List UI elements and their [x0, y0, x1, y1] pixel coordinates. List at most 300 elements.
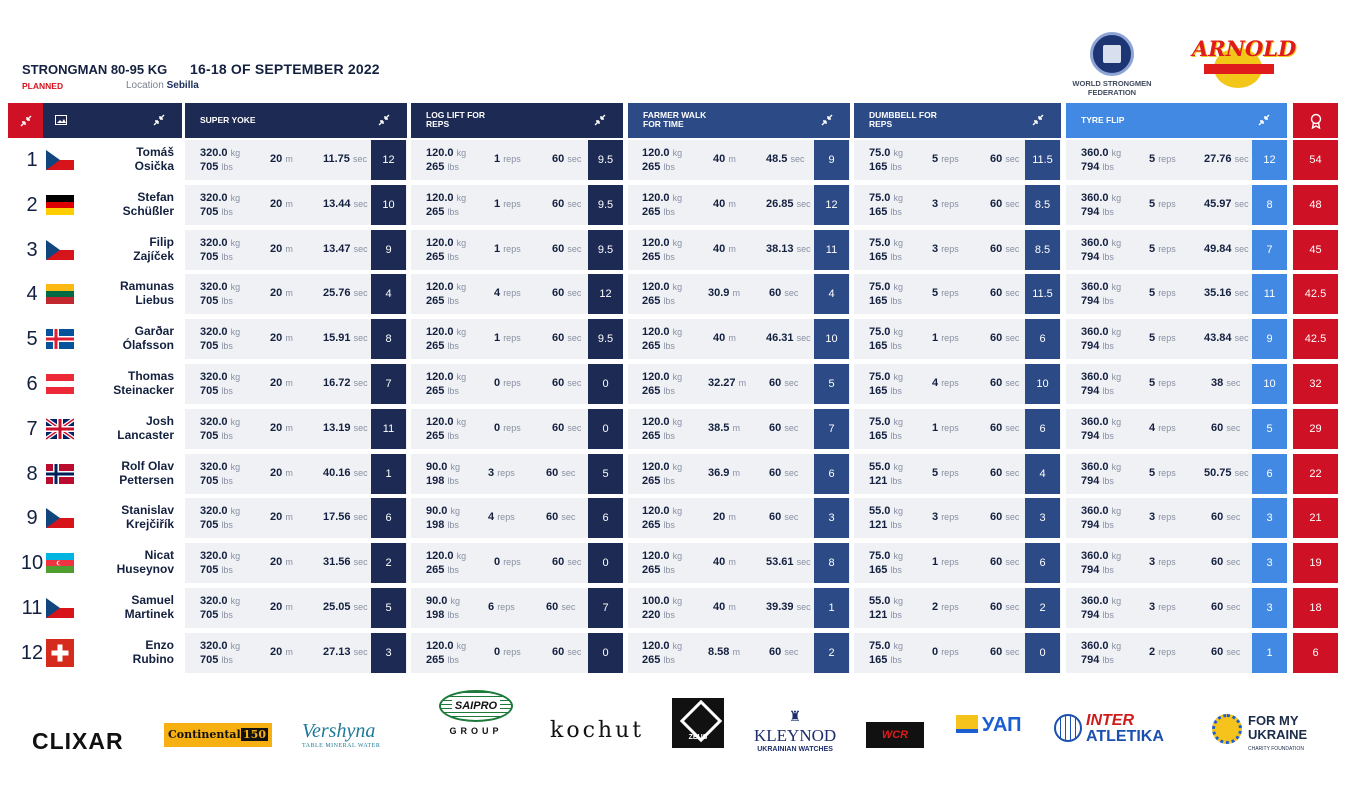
- total-points: 45: [1293, 230, 1338, 270]
- time: 53.61 sec: [766, 556, 811, 569]
- time: 40.16 sec: [323, 466, 368, 479]
- result-log-lift: 120.0 kg 265 lbs 1 reps 60 sec 9.5: [411, 319, 623, 359]
- total-points: 48: [1293, 185, 1338, 225]
- distance: 40 m: [713, 197, 736, 210]
- total-points: 54: [1293, 140, 1338, 180]
- result-dumbbell: 75.0 kg 165 lbs 3 reps 60 sec 8.5: [854, 230, 1061, 270]
- result-super-yoke: [185, 588, 407, 628]
- country-flag-icon: [46, 460, 74, 488]
- image-icon: [55, 115, 67, 125]
- athlete-name[interactable]: Tomáš Osička: [134, 145, 174, 173]
- event-points: 3: [1252, 588, 1287, 628]
- event-points: 1: [814, 588, 849, 628]
- reps: 4 reps: [1149, 421, 1176, 434]
- time: 48.5 sec: [766, 153, 805, 165]
- result-dumbbell: 75.0 kg 165 lbs 1 reps 60 sec 6: [854, 543, 1061, 583]
- total-points: 42.5: [1293, 319, 1338, 359]
- reps: 5 reps: [1149, 287, 1176, 300]
- distance: 30.9 m: [708, 287, 740, 300]
- time: 60 sec: [552, 287, 582, 300]
- result-tyre-flip: 360.0 kg 794 lbs 5 reps 27.76 sec 12: [1066, 140, 1287, 180]
- event-points: 10: [1025, 364, 1060, 404]
- distance: 20 m: [270, 511, 293, 524]
- athlete-name[interactable]: Stefan Schüßler: [122, 189, 174, 218]
- athlete-name[interactable]: Rolf Olav Pettersen: [119, 458, 174, 487]
- reps: 5 reps: [1149, 153, 1176, 165]
- event-points: 6: [588, 498, 623, 538]
- time: 60 sec: [990, 153, 1020, 165]
- event-points: 11.5: [1025, 140, 1060, 180]
- event-points: 4: [814, 274, 849, 314]
- result-dumbbell: 75.0 kg 165 lbs 1 reps 60 sec 6: [854, 409, 1061, 449]
- location: Location Sebilla: [126, 80, 199, 91]
- reps: 3 reps: [1149, 511, 1176, 524]
- time: 60 sec: [990, 421, 1020, 434]
- event-points: 6: [1252, 454, 1287, 494]
- athlete-cell: [8, 633, 182, 673]
- reps: 4 reps: [494, 287, 521, 300]
- time: 60 sec: [546, 466, 576, 479]
- athlete-name[interactable]: Filip Zajíček: [133, 234, 174, 263]
- time: 60 sec: [552, 645, 582, 658]
- distance: 20 m: [270, 287, 293, 300]
- reps: 6 reps: [488, 601, 515, 613]
- athlete-cell: [8, 185, 182, 225]
- event-points: 12: [814, 185, 849, 225]
- result-super-yoke: [185, 274, 407, 314]
- rank: 5: [26, 328, 38, 351]
- result-tyre-flip: 360.0 kg 794 lbs 5 reps 49.84 sec 7: [1066, 230, 1287, 270]
- reps: 5 reps: [932, 153, 959, 165]
- reps: 2 reps: [1149, 645, 1176, 658]
- reps: 0 reps: [932, 645, 959, 658]
- athlete-name[interactable]: Josh Lancaster: [117, 413, 174, 442]
- weight: 320.0 kg 705 lbs: [200, 236, 241, 263]
- medal-icon: [1309, 113, 1323, 129]
- result-dumbbell: 75.0 kg 165 lbs 5 reps 60 sec 11.5: [854, 274, 1061, 314]
- reps: 3 reps: [1149, 556, 1176, 569]
- table-row[interactable]: [8, 140, 1338, 180]
- time: 60 sec: [552, 421, 582, 434]
- rank: 8: [26, 462, 38, 485]
- result-log-lift: 120.0 kg 265 lbs 1 reps 60 sec 9.5: [411, 230, 623, 270]
- reps: 3 reps: [932, 511, 959, 524]
- time: 39.39 sec: [766, 601, 811, 613]
- event-points: 8: [814, 543, 849, 583]
- rank: 10: [20, 552, 44, 575]
- sponsor-vershyna[interactable]: Vershyna TABLE MINERAL WATER: [302, 720, 381, 749]
- distance: 40 m: [713, 153, 736, 165]
- event-points: 9.5: [588, 230, 623, 270]
- total-column-header[interactable]: [1293, 103, 1338, 138]
- distance: 20 m: [270, 556, 293, 569]
- reps: 4 reps: [488, 511, 515, 524]
- athlete-cell: [8, 274, 182, 314]
- time: 60 sec: [546, 511, 576, 524]
- table-row[interactable]: [8, 274, 1338, 314]
- event-header-farmer-walk[interactable]: [628, 103, 850, 138]
- event-points: 8.5: [1025, 230, 1060, 270]
- reps: 5 reps: [1149, 377, 1176, 389]
- sun-icon: [1212, 714, 1242, 744]
- event-points: 8: [371, 319, 406, 359]
- reps: 5 reps: [1149, 466, 1176, 479]
- event-points: 3: [1025, 498, 1060, 538]
- result-tyre-flip: 360.0 kg 794 lbs 3 reps 60 sec 3: [1066, 498, 1287, 538]
- rank: 4: [26, 283, 38, 306]
- shrink-icon: [1031, 113, 1045, 127]
- time: 27.13 sec: [323, 645, 368, 658]
- event-points: 6: [371, 498, 406, 538]
- result-super-yoke: [185, 543, 407, 583]
- country-flag-icon: [46, 191, 74, 219]
- uap-icon: [956, 715, 978, 733]
- weight: 320.0 kg 705 lbs: [200, 191, 241, 218]
- result-log-lift: 120.0 kg 265 lbs 0 reps 60 sec 0: [411, 409, 623, 449]
- time: 50.75 sec: [1204, 466, 1249, 479]
- weight: 320.0 kg 705 lbs: [200, 550, 241, 577]
- weight: 320.0 kg 705 lbs: [200, 460, 241, 487]
- event-points: 5: [1252, 409, 1287, 449]
- time: 25.76 sec: [323, 287, 368, 300]
- weight: 320.0 kg 705 lbs: [200, 415, 241, 442]
- country-flag-icon: [46, 280, 74, 308]
- country-flag-icon: [46, 325, 74, 353]
- time: 15.91 sec: [323, 332, 368, 345]
- time: 60 sec: [769, 511, 799, 524]
- event-title: TYRE FLIP: [1081, 115, 1125, 125]
- event-points: 1: [1252, 633, 1287, 673]
- sponsor-zeus[interactable]: ZEUS: [672, 698, 724, 748]
- total-points: 18: [1293, 588, 1338, 628]
- shrink-icon: [377, 113, 391, 127]
- event-points: 4: [371, 274, 406, 314]
- result-super-yoke: [185, 498, 407, 538]
- sponsor-continental[interactable]: Continental 150: [164, 723, 272, 747]
- time: 60 sec: [990, 466, 1020, 479]
- result-log-lift: 90.0 kg 198 lbs 6 reps 60 sec 7: [411, 588, 623, 628]
- sponsor-kochut[interactable]: kochut: [550, 718, 645, 743]
- sponsor-saipro[interactable]: SAIPRO GROUP: [436, 690, 516, 736]
- result-dumbbell: 55.0 kg 121 lbs 5 reps 60 sec 4: [854, 454, 1061, 494]
- result-log-lift: 90.0 kg 198 lbs 3 reps 60 sec 5: [411, 454, 623, 494]
- reps: 5 reps: [932, 466, 959, 479]
- event-points: 5: [371, 588, 406, 628]
- time: 60 sec: [552, 556, 582, 569]
- time: 60 sec: [546, 601, 576, 613]
- time: 60 sec: [990, 287, 1020, 300]
- reps: 5 reps: [932, 287, 959, 300]
- time: 38 sec: [1211, 377, 1241, 389]
- distance: 20 m: [270, 466, 293, 479]
- weight: 320.0 kg 705 lbs: [200, 326, 241, 353]
- time: 60 sec: [552, 242, 582, 255]
- result-farmer-walk: 100.0 kg 220 lbs 40 m 39.39 sec 1: [628, 588, 850, 628]
- table-row[interactable]: [8, 454, 1338, 494]
- time: 60 sec: [769, 377, 799, 389]
- time: 25.05 sec: [323, 601, 368, 613]
- result-super-yoke: [185, 140, 407, 180]
- event-points: 6: [1025, 543, 1060, 583]
- result-tyre-flip: 360.0 kg 794 lbs 5 reps 38 sec 10: [1066, 364, 1287, 404]
- table-row[interactable]: [8, 498, 1338, 538]
- event-points: 2: [1025, 588, 1060, 628]
- time: 16.72 sec: [323, 377, 368, 389]
- time: 60 sec: [552, 377, 582, 389]
- time: 60 sec: [990, 601, 1020, 613]
- athlete-name[interactable]: Garðar Ólafsson: [122, 324, 174, 353]
- country-flag-icon: [46, 146, 74, 174]
- event-points: 9.5: [588, 319, 623, 359]
- weight: 320.0 kg 705 lbs: [200, 595, 241, 621]
- result-farmer-walk: 120.0 kg 265 lbs 20 m 60 sec 3: [628, 498, 850, 538]
- distance: 20 m: [270, 645, 293, 658]
- time: 60 sec: [769, 287, 799, 300]
- total-points: 21: [1293, 498, 1338, 538]
- rank: 11: [21, 597, 43, 619]
- time: 49.84 sec: [1204, 242, 1249, 255]
- result-super-yoke: [185, 364, 407, 404]
- distance: 40 m: [713, 332, 736, 345]
- wsf-caption: WORLD STRONGMEN FEDERATION: [1072, 79, 1152, 97]
- shrink-icon: [1257, 113, 1271, 127]
- time: 11.75 sec: [323, 153, 367, 165]
- table-row[interactable]: [8, 409, 1338, 449]
- result-super-yoke: [185, 633, 407, 673]
- event-points: 12: [1252, 140, 1287, 180]
- distance: 20 m: [270, 332, 293, 345]
- time: 35.16 sec: [1204, 287, 1249, 300]
- event-header-dumbbell[interactable]: [854, 103, 1061, 138]
- event-points: 2: [814, 633, 849, 673]
- athlete-name[interactable]: Thomas Steinacker: [113, 369, 174, 397]
- reps: 0 reps: [494, 645, 521, 658]
- event-points: 8.5: [1025, 185, 1060, 225]
- event-points: 0: [588, 543, 623, 583]
- reps: 0 reps: [494, 377, 521, 389]
- result-dumbbell: 55.0 kg 121 lbs 2 reps 60 sec 2: [854, 588, 1061, 628]
- distance: 20 m: [713, 511, 736, 524]
- event-points: 9: [1252, 319, 1287, 359]
- result-farmer-walk: 120.0 kg 265 lbs 32.27 m 60 sec 5: [628, 364, 850, 404]
- table-row[interactable]: [8, 543, 1338, 583]
- time: 60 sec: [1211, 645, 1241, 658]
- result-super-yoke: [185, 409, 407, 449]
- reps: 1 reps: [494, 153, 521, 165]
- result-log-lift: 120.0 kg 265 lbs 0 reps 60 sec 0: [411, 633, 623, 673]
- result-tyre-flip: 360.0 kg 794 lbs 5 reps 45.97 sec 8: [1066, 185, 1287, 225]
- time: 60 sec: [1211, 556, 1241, 569]
- distance: 40 m: [713, 242, 736, 255]
- total-points: 42.5: [1293, 274, 1338, 314]
- arnold-logo-text: ARNOLD: [1192, 36, 1297, 61]
- time: 13.47 sec: [323, 242, 368, 255]
- result-log-lift: 120.0 kg 265 lbs 0 reps 60 sec 0: [411, 543, 623, 583]
- country-flag-icon: [46, 639, 74, 667]
- result-tyre-flip: 360.0 kg 794 lbs 5 reps 35.16 sec 11: [1066, 274, 1287, 314]
- result-tyre-flip: 360.0 kg 794 lbs 5 reps 43.84 sec 9: [1066, 319, 1287, 359]
- result-tyre-flip: 360.0 kg 794 lbs 3 reps 60 sec 3: [1066, 543, 1287, 583]
- time: 31.56 sec: [323, 556, 368, 569]
- event-header-super-yoke[interactable]: [185, 103, 407, 138]
- reps: 0 reps: [494, 556, 521, 569]
- distance: 20 m: [270, 421, 293, 434]
- wsf-emblem-icon: [1090, 32, 1134, 76]
- time: 60 sec: [990, 242, 1020, 255]
- event-points: 5: [588, 454, 623, 494]
- event-points: 11.5: [1025, 274, 1060, 314]
- rank: 6: [26, 373, 38, 395]
- event-points: 5: [814, 364, 849, 404]
- event-points: 0: [588, 409, 623, 449]
- event-points: 9.5: [588, 185, 623, 225]
- athlete-cell: [8, 364, 182, 404]
- event-points: 1: [371, 454, 406, 494]
- result-tyre-flip: 360.0 kg 794 lbs 4 reps 60 sec 5: [1066, 409, 1287, 449]
- event-points: 8: [1252, 185, 1287, 225]
- result-log-lift: 120.0 kg 265 lbs 4 reps 60 sec 12: [411, 274, 623, 314]
- competition-dates: 16-18 OF SEPTEMBER 2022: [190, 61, 380, 77]
- reps: 1 reps: [494, 332, 521, 345]
- result-dumbbell: 75.0 kg 165 lbs 5 reps 60 sec 11.5: [854, 140, 1061, 180]
- athlete-cell: [8, 140, 182, 180]
- table-row[interactable]: [8, 230, 1338, 270]
- weight: 320.0 kg 705 lbs: [200, 505, 241, 532]
- total-points: 22: [1293, 454, 1338, 494]
- result-log-lift: 120.0 kg 265 lbs 1 reps 60 sec 9.5: [411, 185, 623, 225]
- reps: 5 reps: [1149, 242, 1176, 255]
- athlete-name[interactable]: Samuel Martinek: [124, 593, 174, 621]
- result-farmer-walk: 120.0 kg 265 lbs 40 m 46.31 sec 10: [628, 319, 850, 359]
- competition-title: STRONGMAN 80-95 KG: [22, 62, 168, 77]
- shrink-icon: [820, 113, 834, 127]
- time: 60 sec: [769, 421, 799, 434]
- rank: 3: [26, 238, 38, 261]
- reps: 0 reps: [494, 421, 521, 434]
- reps: 1 reps: [494, 242, 521, 255]
- sponsor-kleynod[interactable]: ♜ KLEYNOD UKRAINIAN WATCHES: [754, 710, 837, 753]
- total-points: 6: [1293, 633, 1338, 673]
- event-title: DUMBBELL FOR REPS: [869, 110, 937, 129]
- event-points: 10: [1252, 364, 1287, 404]
- event-points: 3: [1252, 498, 1287, 538]
- time: 43.84 sec: [1204, 332, 1249, 345]
- distance: 20 m: [270, 242, 293, 255]
- rank: 1: [26, 149, 38, 171]
- event-points: 3: [1252, 543, 1287, 583]
- time: 60 sec: [990, 556, 1020, 569]
- event-header-log-lift[interactable]: [411, 103, 623, 138]
- event-points: 2: [371, 543, 406, 583]
- collapse-icon: [19, 114, 33, 128]
- reps: 3 reps: [932, 242, 959, 255]
- event-points: 11: [814, 230, 849, 270]
- time: 46.31 sec: [766, 332, 811, 345]
- shrink-icon: [593, 113, 607, 127]
- result-farmer-walk: 120.0 kg 265 lbs 8.58 m 60 sec 2: [628, 633, 850, 673]
- event-points: 7: [588, 588, 623, 628]
- athlete-cell: [8, 543, 182, 583]
- time: 60 sec: [990, 197, 1020, 210]
- result-tyre-flip: 360.0 kg 794 lbs 5 reps 50.75 sec 6: [1066, 454, 1287, 494]
- weight: 320.0 kg 705 lbs: [200, 281, 241, 308]
- table-row[interactable]: [8, 319, 1338, 359]
- total-points: 29: [1293, 409, 1338, 449]
- time: 60 sec: [1211, 421, 1241, 434]
- athlete-name[interactable]: Enzo Rubino: [132, 637, 174, 666]
- athlete-column-header[interactable]: [43, 103, 182, 138]
- event-points: 12: [588, 274, 623, 314]
- result-farmer-walk: 120.0 kg 265 lbs 40 m 53.61 sec 8: [628, 543, 850, 583]
- event-title: FARMER WALK FOR TIME: [643, 110, 707, 129]
- result-dumbbell: 75.0 kg 165 lbs 4 reps 60 sec 10: [854, 364, 1061, 404]
- distance: 20 m: [270, 601, 293, 613]
- country-flag-icon: [46, 594, 74, 622]
- distance: 40 m: [713, 601, 736, 613]
- result-farmer-walk: 120.0 kg 265 lbs 40 m 38.13 sec 11: [628, 230, 850, 270]
- rank: 12: [20, 641, 44, 664]
- result-dumbbell: 75.0 kg 165 lbs 0 reps 60 sec 0: [854, 633, 1061, 673]
- country-flag-icon: [46, 236, 74, 264]
- event-points: 0: [588, 633, 623, 673]
- collapse-all-button[interactable]: [8, 103, 43, 138]
- country-flag-icon: [46, 415, 74, 443]
- event-points: 0: [588, 364, 623, 404]
- athlete-cell: [8, 319, 182, 359]
- time: 38.13 sec: [766, 242, 811, 255]
- sponsor-uap[interactable]: УАП: [956, 714, 1022, 737]
- reps: 1 reps: [932, 332, 959, 345]
- athlete-cell: [8, 409, 182, 449]
- time: 60 sec: [990, 332, 1020, 345]
- table-row[interactable]: [8, 364, 1338, 404]
- result-dumbbell: 55.0 kg 121 lbs 3 reps 60 sec 3: [854, 498, 1061, 538]
- athlete-name[interactable]: Ramunas Liebus: [119, 279, 174, 308]
- distance: 32.27 m: [708, 377, 747, 389]
- location-value: Sebilla: [166, 80, 199, 91]
- athlete-name[interactable]: Nicat Huseynov: [116, 548, 174, 577]
- time: 60 sec: [1211, 601, 1241, 613]
- shrink-icon: [152, 113, 166, 127]
- table-row[interactable]: [8, 633, 1338, 673]
- total-points: 19: [1293, 543, 1338, 583]
- event-points: 10: [814, 319, 849, 359]
- distance: 8.58 m: [708, 645, 740, 658]
- event-title: LOG LIFT FOR REPS: [426, 110, 486, 129]
- athlete-name[interactable]: Stanislav Krejčiřík: [121, 503, 174, 532]
- result-farmer-walk: 120.0 kg 265 lbs 30.9 m 60 sec 4: [628, 274, 850, 314]
- sponsor-clixar[interactable]: CLIXAR: [32, 728, 124, 754]
- table-row[interactable]: [8, 588, 1338, 628]
- reps: 1 reps: [932, 421, 959, 434]
- result-farmer-walk: 120.0 kg 265 lbs 40 m 26.85 sec 12: [628, 185, 850, 225]
- event-points: 7: [371, 364, 406, 404]
- event-points: 0: [1025, 633, 1060, 673]
- sponsor-wcr[interactable]: WCR: [866, 722, 924, 748]
- reps: 3 reps: [488, 466, 515, 479]
- time: 26.85 sec: [766, 197, 811, 210]
- distance: 20 m: [270, 197, 293, 210]
- globe-icon: [1054, 714, 1082, 742]
- time: 13.44 sec: [323, 197, 368, 210]
- event-header-tyre-flip[interactable]: [1066, 103, 1287, 138]
- distance: 20 m: [270, 377, 293, 389]
- result-farmer-walk: 120.0 kg 265 lbs 40 m 48.5 sec 9: [628, 140, 850, 180]
- table-row[interactable]: [8, 185, 1338, 225]
- distance: 20 m: [270, 153, 293, 165]
- total-points: 32: [1293, 364, 1338, 404]
- event-points: 4: [1025, 454, 1060, 494]
